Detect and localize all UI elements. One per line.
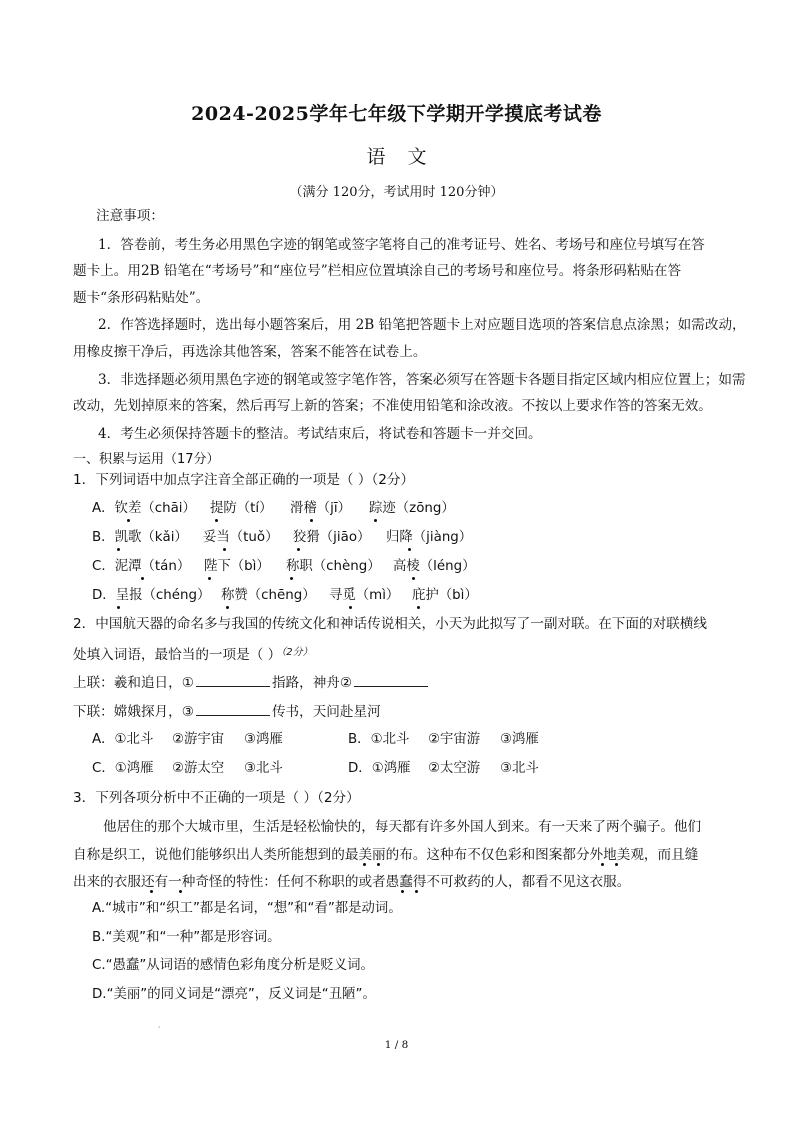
scan-speck: ' (158, 1025, 161, 1034)
q2-option-b-3: ③鸿雁 (500, 732, 539, 747)
q3-option-b: B.“美观”和“一种”都是形容词。 (92, 930, 281, 945)
emphasis-dot (179, 890, 182, 893)
q1-option-b-4: 归降（jiàng） (386, 530, 473, 545)
q3-option-a: A.“城市”和“织工”都是名词，“想”和“看”都是动词。 (92, 901, 402, 916)
q1-option-c-1: C．泥潭（tán） (92, 559, 191, 574)
q1-option-c-3: 称职（chèng） (286, 559, 381, 574)
q2-option-a-3: ③鸿雁 (244, 732, 283, 747)
notice-line: 2．作答选择题时，选出每小题答案后，用 2B 铅笔把答题卡上对应题目选项的答案信息点涂黑；如需改动， (98, 317, 746, 333)
question-3-stem: 3．下列各项分析中不正确的一项是（ ）（2分） (73, 790, 360, 806)
emphasis-dot (215, 519, 218, 522)
q1-option-d-2: 称赞（chēng） (221, 588, 316, 603)
emphasis-dot (297, 548, 300, 551)
emphasis-dot (117, 606, 120, 609)
emphasis-dot (408, 548, 411, 551)
notice-line: 1．答卷前，考生务必用黑色字迹的钢笔或签字笔将自己的准考证号、姓名、考场号和座位号填写在答 (98, 237, 705, 253)
question-2-stem-text: 处填入词语，最恰当的一项是（ ） (73, 647, 282, 663)
q1-option-b-2: 妥当（tuǒ） (203, 530, 279, 545)
q1-option-d-4: 庇护（bì） (412, 588, 478, 603)
notice-line: 用橡皮擦干净后，再选涂其他答案，答案不能答在试卷上。 (73, 344, 427, 360)
couplet-upper-part2: 指路，神舟② (271, 675, 353, 691)
q1-option-a-3: 滑稽（jī） (290, 501, 352, 516)
answer-blank (354, 673, 428, 687)
passage-line: 自称是织工，说他们能够织出人类所能想到的最美丽的布。这种布不仅色彩和图案都分外地美观，而且缝 (73, 847, 699, 863)
handwritten-score: （2分） (281, 647, 313, 658)
q2-option-d-2: ②太空游 (428, 761, 481, 776)
q1-option-a-1: A．钦差（chāi） (92, 501, 196, 516)
q1-option-a-4: 踪迹（zōng） (369, 501, 455, 516)
question-1-stem: 1．下列词语中加点字注音全部正确的一项是（ ）（2分） (73, 472, 415, 488)
emphasis-dot (310, 519, 313, 522)
q1-option-b-3: 狡猾（jiāo） (293, 530, 371, 545)
emphasis-dot (117, 548, 120, 551)
couplet-lower-part1: 下联：嫦娥探月，③ (73, 704, 194, 720)
q2-option-c-2: ②游太空 (172, 761, 225, 776)
q1-option-b-1: B．凯歌（kǎi） (92, 530, 188, 545)
emphasis-dot (377, 863, 380, 866)
passage-line: 出来的衣服还有一种奇怪的特性：任何不称职的或者愚蠢得不可救药的人，都看不见这衣服。 (73, 874, 631, 890)
q2-option-c-3: ③北斗 (244, 761, 283, 776)
page-number: 1 / 8 (384, 1039, 409, 1051)
emphasis-dot (417, 606, 420, 609)
emphasis-dot (150, 890, 153, 893)
emphasis-dot (374, 519, 377, 522)
emphasis-dot (349, 606, 352, 609)
emphasis-dot (401, 890, 404, 893)
q1-option-d-1: D．呈报（chéng） (92, 588, 211, 603)
q2-option-b-1: B．①北斗 (348, 732, 410, 747)
emphasis-dot (601, 863, 604, 866)
q2-option-b-2: ②宇宙游 (428, 732, 481, 747)
q2-option-c-1: C．①鸿雁 (92, 761, 154, 776)
couplet-lower (73, 702, 381, 721)
exam-title: 2024-2025学年七年级下学期开学摸底考试卷 (191, 103, 602, 125)
emphasis-dot (290, 577, 293, 580)
q1-option-c-2: 陛下（bì） (204, 559, 270, 574)
emphasis-dot (412, 577, 415, 580)
couplet-upper (73, 673, 430, 692)
notice-line: 3．非选择题必须用黑色字迹的钢笔或签字笔作答，答案必须写在答题卡各题目指定区域内相应位置上；如需 (98, 372, 746, 388)
emphasis-dot (615, 863, 618, 866)
q3-option-d: D.“美丽”的同义词是“漂亮”，反义词是“丑陋”。 (92, 987, 376, 1002)
answer-blank (196, 702, 270, 716)
section-heading: 一、积累与运用（17分） (73, 452, 220, 467)
q3-option-c: C.“愚蠢”从词语的感情色彩角度分析是贬义词。 (92, 958, 374, 973)
emphasis-dot (226, 606, 229, 609)
passage-line: 他居住的那个大城市里，生活是轻松愉快的，每天都有许多外国人到来。有一天来了两个骗子。他们 (103, 819, 702, 835)
q1-option-d-3: 寻觅（mì） (329, 588, 400, 603)
notice-line: 4．考生必须保持答题卡的整洁。考试结束后，将试卷和答题卡一并交回。 (98, 426, 542, 442)
answer-blank (196, 673, 270, 687)
exam-subtitle: （满分 120分，考试用时 120分钟） (289, 185, 504, 200)
couplet-lower-part2: 传书，天问赴星河 (271, 704, 381, 720)
notice-line: 改动，先划掉原来的答案，然后再写上新的答案；不准使用铅笔和涂改液。不按以上要求作答的答案无效。 (73, 398, 712, 414)
emphasis-dot (208, 577, 211, 580)
notice-line: 题卡上。用2B 铅笔在“考场号”和“座位号”栏相应位置填涂自己的考场号和座位号。将条形码粘贴在答 (73, 263, 682, 279)
notice-heading: 注意事项： (96, 208, 164, 224)
q2-option-a-2: ②游宇宙 (172, 732, 225, 747)
couplet-upper-part1: 上联：羲和追日，① (73, 675, 194, 691)
q2-option-d-3: ③北斗 (500, 761, 539, 776)
question-2-stem: 2．中国航天器的命名多与我国的传统文化和神话传说相关，小天为此拟写了一副对联。在下面的对联横线 (73, 616, 707, 632)
notice-line: 题卡“条形码粘贴处”。 (73, 290, 210, 306)
emphasis-dot (363, 863, 366, 866)
emphasis-dot (223, 548, 226, 551)
emphasis-dot (415, 890, 418, 893)
emphasis-dot (141, 577, 144, 580)
q1-option-c-4: 高棱（léng） (393, 559, 476, 574)
q2-option-d-1: D．①鸿雁 (348, 761, 411, 776)
subject-title: 语文 (366, 146, 449, 168)
emphasis-dot (127, 519, 130, 522)
question-2-stem-cont (73, 644, 313, 664)
q2-option-a-1: A．①北斗 (92, 732, 154, 747)
q1-option-a-2: 提防（tí） (210, 501, 273, 516)
